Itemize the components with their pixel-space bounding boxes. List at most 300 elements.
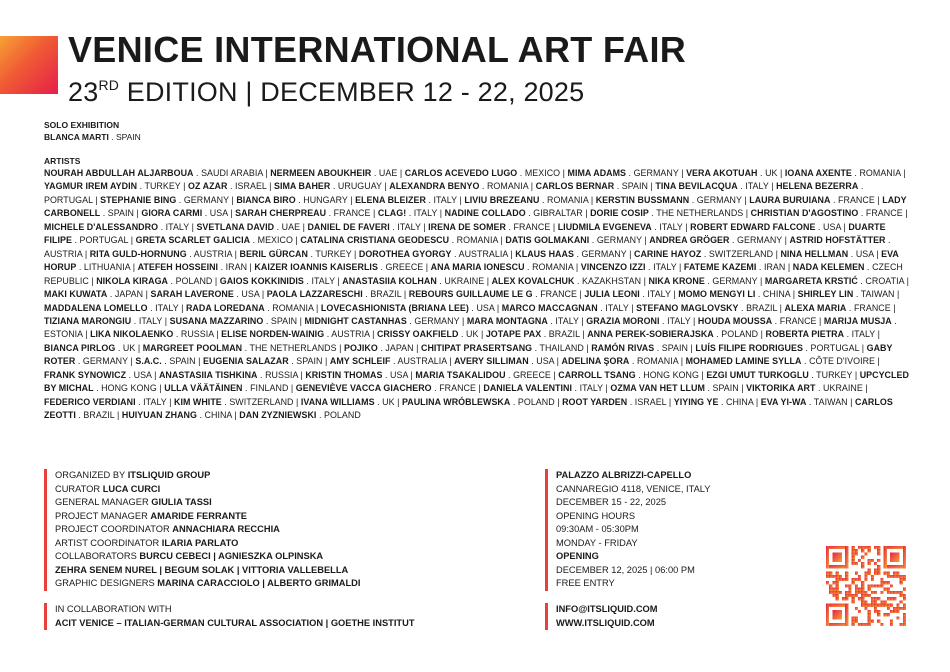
artist-country: AUSTRALIA bbox=[458, 248, 508, 259]
artist-name: IRENA DE SOMER bbox=[428, 221, 506, 232]
artist-country: LITHUANIA bbox=[83, 262, 131, 273]
artist-country: FRANCE bbox=[513, 221, 551, 232]
artist-entry: DAN ZYZNIEWSKI . POLAND bbox=[239, 410, 361, 421]
website-link[interactable]: WWW.ITSLIQUID.COM bbox=[556, 617, 655, 628]
artist-country: USA bbox=[241, 289, 260, 300]
artist-entry: ANNA PEREK-SOBIERAJSKA . POLAND bbox=[587, 329, 759, 340]
artist-country: ITALY bbox=[605, 302, 629, 313]
artist-name: CARLOS ACEVEDO LUGO bbox=[404, 168, 518, 178]
artist-country: USA bbox=[390, 369, 408, 380]
artist-entry: DANIEL DE FAVERI . ITALY bbox=[307, 221, 421, 232]
artist-entry: EVA YI-WA . TAIWAN bbox=[760, 396, 848, 407]
artist-entry: STEPHANIE BING . GERMANY bbox=[100, 194, 229, 205]
artist-name: AVERY SILLIMAN bbox=[454, 356, 529, 367]
edition-subtitle bbox=[68, 68, 584, 109]
artist-country: UKRAINE bbox=[444, 275, 485, 286]
artist-name: CARLOS BERNAR bbox=[535, 181, 615, 192]
artist-entry: MOMO MENGYI LI . CHINA bbox=[678, 289, 791, 300]
artist-entry: KLAUS HAAS . GERMANY bbox=[515, 248, 627, 259]
artist-country: ROMANIA bbox=[486, 181, 529, 192]
artist-entry: MARA MONTAGNA . ITALY bbox=[466, 315, 579, 326]
artist-entry: KERSTIN BUSSMANN . GERMANY bbox=[595, 194, 742, 205]
collaboration-partners: ACIT VENICE – ITALIAN-GERMAN CULTURAL ASSOCIATION | GOETHE INSTITUT bbox=[55, 617, 415, 628]
artist-entry: BIANCA PIRLOG . UK bbox=[44, 342, 136, 353]
artist-country: THE NETHERLANDS bbox=[249, 342, 337, 353]
artist-entry: PAULINA WRÓBLEWSKA . POLAND bbox=[401, 396, 555, 407]
artist-entry: EZGI UMUT TURKOGLU . TURKEY bbox=[706, 369, 853, 380]
solo-artist: BLANCA MARTI . SPAIN bbox=[44, 132, 141, 142]
artist-name: BIANCA BIRO bbox=[236, 194, 296, 205]
artist-name: DATIS GOLMAKANI bbox=[505, 235, 590, 246]
artist-name: EUGENIA SALAZAR bbox=[202, 356, 289, 367]
artist-country: URUGUAY bbox=[337, 181, 382, 192]
artist-country: USA bbox=[476, 302, 495, 313]
artist-entry: NIKOLA KIRAGA . POLAND bbox=[96, 275, 213, 286]
artist-country: GREECE bbox=[385, 262, 424, 273]
artist-entry: BERIL GÜRCAN . TURKEY bbox=[239, 248, 352, 259]
artist-name: MAKI KUWATA bbox=[44, 289, 108, 300]
artist-name: ANA MARIA IONESCU bbox=[430, 262, 525, 273]
artist-country: BRAZIL bbox=[83, 410, 115, 421]
artist-entry: MARCO MACCAGNAN . ITALY bbox=[501, 302, 629, 313]
artist-country: ROMANIA bbox=[532, 262, 574, 273]
artist-entry: POJIKO . JAPAN bbox=[343, 342, 414, 353]
artist-name: NIKOLA KIRAGA bbox=[96, 275, 168, 286]
artist-country: POLAND bbox=[323, 410, 361, 421]
artist-entry: NOURAH ABDULLAH ALJARBOUA . SAUDI ARABIA bbox=[44, 168, 263, 178]
artist-country: ITALY bbox=[433, 194, 457, 205]
artist-entry: PAOLA LAZZARESCHI . BRAZIL bbox=[266, 289, 402, 300]
artist-entry: FRANK SYNOWICZ . USA bbox=[44, 369, 152, 380]
artist-entry: EUGENIA SALAZAR . SPAIN bbox=[202, 356, 323, 367]
artist-entry: LOVECASHIONISTA (BRIANA LEE) . USA bbox=[320, 302, 495, 313]
artist-country: THAILAND bbox=[539, 342, 584, 353]
artist-name: LIUDMILA EVGENEVA bbox=[557, 221, 652, 232]
artist-country: ISRAEL bbox=[235, 181, 267, 192]
artist-entry: JULIA LEONI . ITALY bbox=[584, 289, 671, 300]
curator-line: CURATOR LUCA CURCI bbox=[55, 483, 161, 494]
artist-entry: SARAH CHERPREAU . FRANCE bbox=[235, 208, 371, 219]
artist-entry: CHITIPAT PRASERTSANG . THAILAND bbox=[420, 342, 584, 353]
artist-name: FATEME KAZEMI bbox=[683, 262, 757, 273]
artist-country: ITALY bbox=[653, 262, 677, 273]
artist-entry: LIKA NIKOLAENKO . RUSSIA bbox=[90, 329, 214, 340]
artist-entry: ULLA VÄÄTÄINEN . FINLAND bbox=[164, 383, 289, 394]
artist-country: UK bbox=[382, 396, 395, 407]
artist-entry: RITA GULD-HORNUNG . AUSTRIA bbox=[89, 248, 233, 259]
artist-entry: ROOT YARDEN . ISRAEL bbox=[562, 396, 667, 407]
artist-name: FRANK SYNOWICZ bbox=[44, 369, 127, 380]
solo-artist-country: SPAIN bbox=[115, 132, 141, 142]
artist-country: USA bbox=[855, 248, 874, 259]
artist-name: NERMEEN ABOUKHEIR bbox=[270, 168, 372, 178]
artist-entry: NERMEEN ABOUKHEIR . UAE bbox=[270, 168, 398, 178]
artist-name: RITA GULD-HORNUNG bbox=[89, 248, 187, 259]
artist-name: UPCYCLED BY MICHAL bbox=[44, 369, 909, 394]
artist-name: ELENA BLEIZER bbox=[355, 194, 426, 205]
artist-entry: VINCENZO IZZI . ITALY bbox=[580, 262, 677, 273]
artist-country: ITALY bbox=[413, 208, 438, 219]
artist-country: HONG KONG bbox=[101, 383, 157, 394]
artist-country: UAE bbox=[378, 168, 398, 178]
artist-name: CARLOS ZEOTTI bbox=[44, 396, 893, 421]
artist-entry: IOANA AXENTE . ROMANIA bbox=[784, 168, 901, 178]
artist-entry: GENEVIÈVE VACCA GIACHERO . FRANCE bbox=[295, 383, 476, 394]
artist-country: GERMANY bbox=[633, 168, 679, 178]
artist-name: ANDREA GRÖGER bbox=[649, 235, 730, 246]
artist-country: SWITZERLAND bbox=[708, 248, 774, 259]
artist-entry: TINA BEVILACQUA . ITALY bbox=[655, 181, 769, 192]
artist-name: YIYING YE bbox=[673, 396, 719, 407]
artist-entry: DORIE COSIP . THE NETHERLANDS bbox=[590, 208, 744, 219]
artist-country: ROMANIA bbox=[636, 356, 679, 367]
artist-entry: SVETLANA DAVID . UAE bbox=[196, 221, 301, 232]
artist-country: POLAND bbox=[721, 329, 759, 340]
artist-entry: HUIYUAN ZHANG . CHINA bbox=[121, 410, 232, 421]
artist-country: TURKEY bbox=[144, 181, 181, 192]
artist-entry: HOUDA MOUSSA . FRANCE bbox=[697, 315, 817, 326]
artist-name: ELISE NORDEN-WAINIG bbox=[221, 329, 325, 340]
artist-entry: VERA AKOTUAH . UK bbox=[686, 168, 778, 178]
artist-name: POJIKO bbox=[343, 342, 378, 353]
artist-entry: DANIELA VALENTINI . ITALY bbox=[483, 383, 603, 394]
artist-name: ROBERT EDWARD FALCONE bbox=[690, 221, 816, 232]
artist-name: STEFANO MAGLOVSKY bbox=[636, 302, 739, 313]
edition-number: 23 bbox=[68, 77, 99, 107]
artist-name: NOURAH ABDULLAH ALJARBOUA bbox=[44, 168, 194, 178]
artist-country: ITALY bbox=[659, 221, 683, 232]
artist-name: VERA AKOTUAH bbox=[686, 168, 758, 178]
artist-entry: ANASTASIIA TISHKINA . RUSSIA bbox=[158, 369, 298, 380]
artist-name: CHRISTIAN D'AGOSTINO bbox=[750, 208, 859, 219]
artist-entry: MARGARETA KRSTIĆ . CROATIA bbox=[764, 275, 905, 286]
artist-country: ITALY bbox=[138, 315, 163, 326]
artist-entry: IRENA DE SOMER . FRANCE bbox=[428, 221, 551, 232]
artist-name: NIKA KRONE bbox=[648, 275, 705, 286]
collaboration-label: IN COLLABORATION WITH bbox=[55, 604, 172, 614]
artist-entry: VIKTORIKA ART . UKRAINE bbox=[746, 383, 863, 394]
artist-name: KRISTIN THOMAS bbox=[305, 369, 383, 380]
artist-name: MARIA TSAKALIDOU bbox=[415, 369, 506, 380]
solo-exhibition-label: SOLO EXHIBITION bbox=[44, 120, 120, 130]
artist-entry: GRETA SCARLET GALICIA . MEXICO bbox=[135, 235, 293, 246]
edition-ordinal: RD bbox=[98, 77, 120, 93]
entry-info: FREE ENTRY bbox=[556, 578, 615, 588]
artist-country: ITALY bbox=[851, 329, 876, 340]
artist-country: BRAZIL bbox=[746, 302, 778, 313]
artist-entry: HELENA BEZERRA . PORTUGAL bbox=[44, 181, 864, 205]
artist-country: ISRAEL bbox=[634, 396, 667, 407]
artist-country: GIBRALTAR bbox=[533, 208, 583, 219]
artist-entry: GAIOS KOKKINIDIS . ITALY bbox=[219, 275, 335, 286]
artist-country: AUSTRALIA bbox=[397, 356, 447, 367]
artist-name: CRISSY OAKFIELD bbox=[376, 329, 459, 340]
organization-block bbox=[44, 469, 515, 591]
artist-country: GERMANY bbox=[183, 194, 229, 205]
artist-name: KERSTIN BUSSMANN bbox=[595, 194, 690, 205]
artist-name: LIVIU BREZEANU bbox=[464, 194, 540, 205]
artist-entry: NADINE COLLADO . GIBRALTAR bbox=[444, 208, 583, 219]
artist-country: TURKEY bbox=[816, 369, 853, 380]
artist-entry: ROBERTA PIETRA . ITALY bbox=[765, 329, 876, 340]
artist-entry: CARLOS ZEOTTI . BRAZIL bbox=[44, 396, 893, 421]
artist-name: KLAUS HAAS bbox=[515, 248, 574, 259]
artist-entry: YAGMUR IREM AYDIN . TURKEY bbox=[44, 181, 181, 192]
artist-country: AUSTRIA bbox=[193, 248, 233, 259]
venue-block bbox=[545, 469, 816, 591]
artist-name: ALEX KOVALCHUK bbox=[491, 275, 575, 286]
artist-country: ITALY bbox=[745, 181, 769, 192]
artist-entry: ROBERT EDWARD FALCONE . USA bbox=[690, 221, 841, 232]
artist-country: IRAN bbox=[225, 262, 248, 273]
edition-dates: EDITION | DECEMBER 12 - 22, 2025 bbox=[119, 77, 585, 107]
artist-name: ATEFEH HOSSEINI bbox=[137, 262, 219, 273]
graphic-designers-line: GRAPHIC DESIGNERS MARINA CARACCIOLO | ALBERTO GRIMALDI bbox=[55, 578, 361, 588]
artist-country: SPAIN bbox=[712, 383, 739, 394]
artist-country: ROMANIA bbox=[456, 235, 498, 246]
artist-name: SHIRLEY LIN bbox=[797, 289, 854, 300]
artist-name: CARROLL TSANG bbox=[558, 369, 636, 380]
artist-country: UK bbox=[122, 342, 136, 353]
artist-name: JULIA LEONI bbox=[584, 289, 640, 300]
artist-entry: FEDERICO VERDIANI . ITALY bbox=[44, 396, 167, 407]
artist-name: IOANA AXENTE bbox=[784, 168, 852, 178]
artist-entry: MARGREET POOLMAN . THE NETHERLANDS bbox=[142, 342, 337, 353]
artist-name: DAN ZYZNIEWSKI bbox=[239, 410, 317, 421]
artist-entry: CHRISTIAN D'AGOSTINO . FRANCE bbox=[750, 208, 903, 219]
artist-name: NINA HELLMAN bbox=[780, 248, 849, 259]
artist-name: GRAZIA MORONI bbox=[586, 315, 660, 326]
artist-country: SPAIN bbox=[661, 342, 688, 353]
artist-name: MARA MONTAGNA bbox=[466, 315, 548, 326]
artist-name: MARGREET POOLMAN bbox=[142, 342, 243, 353]
organized-by-line: ORGANIZED BY ITSLIQUID GROUP bbox=[55, 470, 211, 480]
email-link[interactable]: INFO@ITSLIQUID.COM bbox=[556, 604, 658, 614]
artist-country: USA bbox=[133, 369, 152, 380]
artist-name: NADA KELEMEN bbox=[792, 262, 865, 273]
artist-name: LADY CARBONELL bbox=[44, 194, 907, 219]
artist-country: SWITZERLAND bbox=[229, 396, 294, 407]
artist-entry: AVERY SILLIMAN . USA bbox=[454, 356, 555, 367]
artist-name: YAGMUR IREM AYDIN bbox=[44, 181, 138, 192]
artist-coordinator-line: ARTIST COORDINATOR ILARIA PARLATO bbox=[55, 537, 239, 548]
artist-name: SVETLANA DAVID bbox=[196, 221, 275, 232]
artist-name: IVANA WILLIAMS bbox=[300, 396, 375, 407]
artist-country: POLAND bbox=[517, 396, 555, 407]
artist-country: UK bbox=[765, 168, 778, 178]
artist-country: GERMANY bbox=[596, 235, 642, 246]
collaboration-block bbox=[44, 603, 515, 630]
opening-hours: 09:30AM - 05:30PM bbox=[556, 524, 639, 534]
artist-entry: OZ AZAR . ISRAEL bbox=[188, 181, 267, 192]
artist-entry: MARIA TSAKALIDOU . GREECE bbox=[415, 369, 551, 380]
artist-name: ASTRID HOFSTÄTTER bbox=[789, 235, 886, 246]
artist-country: UAE bbox=[281, 221, 301, 232]
itsliquid-logo-square bbox=[0, 36, 58, 94]
artist-entry: NINA HELLMAN . USA bbox=[780, 248, 874, 259]
artist-country: MEXICO bbox=[257, 235, 293, 246]
artist-entry: LIVIU BREZEANU . ROMANIA bbox=[464, 194, 589, 205]
artist-name: TINA BEVILACQUA bbox=[655, 181, 738, 192]
artist-name: DANIELA VALENTINI bbox=[483, 383, 572, 394]
artist-country: JAPAN bbox=[385, 342, 414, 353]
artist-country: FINLAND bbox=[250, 383, 289, 394]
artist-entry: CARLOS BERNAR . SPAIN bbox=[535, 181, 648, 192]
artist-country: FRANCE bbox=[865, 208, 903, 219]
artist-country: SPAIN bbox=[296, 356, 323, 367]
artist-country: ITALY bbox=[397, 221, 421, 232]
artist-country: ITALY bbox=[647, 289, 671, 300]
artist-name: EVA YI-WA bbox=[760, 396, 807, 407]
artist-entry: JOTAPE PAX . BRAZIL bbox=[485, 329, 580, 340]
artist-entry: KAIZER IOANNIS KAISERLIS . GREECE bbox=[254, 262, 424, 273]
artist-country: AUSTRIA bbox=[44, 248, 83, 259]
artist-country: PORTUGAL bbox=[810, 342, 860, 353]
artist-entry: ATEFEH HOSSEINI . IRAN bbox=[137, 262, 248, 273]
fair-title: VENICE INTERNATIONAL ART FAIR bbox=[68, 29, 687, 70]
artist-country: ITALY bbox=[555, 315, 579, 326]
artist-country: PORTUGAL bbox=[44, 194, 93, 205]
artist-name: MIMA ADAMS bbox=[567, 168, 627, 178]
artist-entry: EVA HORUP . LITHUANIA bbox=[44, 248, 899, 273]
artist-name: GAIOS KOKKINIDIS bbox=[219, 275, 304, 286]
artist-country: SPAIN bbox=[169, 356, 196, 367]
artist-name: BERIL GÜRCAN bbox=[239, 248, 308, 259]
artist-country: UK bbox=[465, 329, 479, 340]
artist-name: RAMÓN RIVAS bbox=[591, 342, 655, 353]
artist-entry: BIANCA BIRO . HUNGARY bbox=[236, 194, 348, 205]
artists-list: NOURAH ABDULLAH ALJARBOUA . SAUDI ARABIA | NERMEEN ABOUKHEIR . UAE | CARLOS ACEVEDO LUGO . MEXICO | MIMA ADAMS . GERMANY | VERA AKOTUAH . UK | IOANA AXENTE . ROMANIA | YAGMUR IREM AYDIN . TURKEY | OZ AZAR . ISRAEL | SIMA BAHER . URUGUAY | ALEXANDRA BENYO . ROMANIA | CARLOS BERNAR . SPAIN | TINA BEVILACQUA . ITALY | HELENA BEZERRA . PORTUGAL | STEPHANIE BING . GERMANY | BIANCA BIRO . HUNGARY | ELENA BLEIZER . ITALY | LIVIU BREZEANU . ROMANIA | KERSTIN BUSSMANN . GERMANY | LAURA BURUIANA . FRANCE | LADY CARBONELL . SPAIN | GIORA CARMI . USA | SARAH CHERPREAU . FRANCE | CLAG! . ITALY | NADINE COLLADO . GIBRALTAR | DORIE COSIP . THE NETHERLANDS | CHRISTIAN D'AGOSTINO . FRANCE | MICHELE D'ALESSANDRO . ITALY | SVETLANA DAVID . UAE | DANIEL DE FAVERI . ITALY | IRENA DE SOMER . FRANCE | LIUDMILA EVGENEVA . ITALY | ROBERT EDWARD FALCONE . USA | DUARTE FILIPE . PORTUGAL | GRETA SCARLET GALICIA . MEXICO | CATALINA CRISTIANA GEODESCU . ROMANIA | DATIS GOLMAKANI . GERMANY | ANDREA GRÖGER . GERMANY | ASTRID HOFSTÄTTER . AUSTRIA | RITA GULD-HORNUNG . AUSTRIA | BERIL GÜRCAN . TURKEY | DOROTHEA GYORGY . AUSTRALIA | KLAUS HAAS . GERMANY | CARINE HAYOZ . SWITZERLAND | NINA HELLMAN . USA | EVA HORUP . LITHUANIA | ATEFEH HOSSEINI . IRAN | KAIZER IOANNIS KAISERLIS . GREECE | ANA MARIA IONESCU . ROMANIA | VINCENZO IZZI . ITALY | FATEME KAZEMI . IRAN | NADA KELEMEN . CZECH REPUBLIC | NIKOLA KIRAGA . POLAND | GAIOS KOKKINIDIS . ITALY | ANASTASIIA KOLHAN . UKRAINE | ALEX KOVALCHUK . KAZAKHSTAN | NIKA KRONE . GERMANY | MARGARETA KRSTIĆ . CROATIA | MAKI KUWATA . JAPAN | SARAH LAVERONE . USA | PAOLA LAZZARESCHI . BRAZIL | REBOURS GUILLAUME LE G . FRANCE | JULIA LEONI . ITALY | MOMO MENGYI LI . CHINA | SHIRLEY LIN . TAIWAN | MADDALENA LOMELLO . ITALY | RADA LOREDANA . ROMANIA | LOVECASHIONISTA (BRIANA LEE) . USA | MARCO MACCAGNAN . ITALY | STEFANO MAGLOVSKY . BRAZIL | ALEXA MARIA . FRANCE | TIZIANA MARONGIU . ITALY | SUSANA MAZZARINO . SPAIN | MIDNIGHT CASTANHAS . GERMANY | MARA MONTAGNA . ITALY | GRAZIA MORONI . ITALY | HOUDA MOUSSA . FRANCE | MARIJA MUSJA . ESTONIA | LIKA NIKOLAENKO . RUSSIA | ELISE NORDEN-WAINIG . AUSTRIA | CRISSY OAKFIELD . UK | JOTAPE PAX . BRAZIL | ANNA PEREK-SOBIERAJSKA . POLAND | ROBERTA PIETRA . ITALY | BIANCA PIRLOG . UK | MARGREET POOLMAN . THE NETHERLANDS | POJIKO . JAPAN | CHITIPAT PRASERTSANG . THAILAND | RAMÓN RIVAS . SPAIN | LUÍS FILIPE RODRIGUES . PORTUGAL | GABY ROTER . GERMANY | S.A.C. . SPAIN | EUGENIA SALAZAR . SPAIN | AMY SCHLEIF . AUSTRALIA | AVERY SILLIMAN . USA | ADELINA ŞORA . ROMANIA | MOHAMED LAMINE SYLLA . CÔTE D'IVOIRE | FRANK SYNOWICZ . USA | ANASTASIIA TISHKINA . RUSSIA | KRISTIN THOMAS . USA | MARIA TSAKALIDOU . GREECE | CARROLL TSANG . HONG KONG | EZGI UMUT TURKOGLU . TURKEY | UPCYCLED BY MICHAL . HONG KONG | ULLA VÄÄTÄINEN . FINLAND | GENEVIÈVE VACCA GIACHERO . FRANCE | DANIELA VALENTINI . ITALY | OZMA VAN HET LLUM . SPAIN | VIKTORIKA ART . UKRAINE | FEDERICO VERDIANI . ITALY | KIM WHITE . SWITZERLAND | IVANA WILLIAMS . UK | PAULINA WRÓBLEWSKA . POLAND | ROOT YARDEN . ISRAEL | YIYING YE . CHINA | EVA YI-WA . TAIWAN | CARLOS ZEOTTI . BRAZIL | HUIYUAN ZHANG . CHINA | DAN ZYZNIEWSKI . POLAND bbox=[44, 168, 909, 421]
artist-entry: DOROTHEA GYORGY . AUSTRALIA bbox=[358, 248, 508, 259]
artist-country: ITALY bbox=[165, 221, 190, 232]
artist-country: POLAND bbox=[175, 275, 213, 286]
artist-name: CLAG! bbox=[377, 208, 407, 219]
artist-country: GERMANY bbox=[82, 356, 128, 367]
artist-country: MEXICO bbox=[524, 168, 561, 178]
artist-name: MICHELE D'ALESSANDRO bbox=[44, 221, 159, 232]
artist-entry: YIYING YE . CHINA bbox=[673, 396, 754, 407]
artist-name: DANIEL DE FAVERI bbox=[307, 221, 390, 232]
artist-name: RADA LOREDANA bbox=[185, 302, 265, 313]
collaborators-line-2: ZEHRA SENEM NUREL | BEGUM SOLAK | VITTORIA VALLEBELLA bbox=[55, 564, 349, 575]
artist-name: MIDNIGHT CASTANHAS bbox=[304, 315, 407, 326]
artist-entry: DATIS GOLMAKANI . GERMANY bbox=[505, 235, 642, 246]
artist-name: TIZIANA MARONGIU bbox=[44, 315, 132, 326]
artist-country: RUSSIA bbox=[265, 369, 298, 380]
artist-name: ROBERTA PIETRA bbox=[765, 329, 845, 340]
artist-country: FRANCE bbox=[333, 208, 371, 219]
artist-entry: LADY CARBONELL . SPAIN bbox=[44, 194, 907, 219]
artist-country: TAIWAN bbox=[860, 289, 895, 300]
artist-country: THE NETHERLANDS bbox=[656, 208, 744, 219]
venue-address: CANNAREGIO 4118, VENICE, ITALY bbox=[556, 483, 711, 494]
artist-country: SAUDI ARABIA bbox=[201, 168, 263, 178]
artists-label: ARTISTS bbox=[44, 156, 81, 166]
artist-name: CARINE HAYOZ bbox=[633, 248, 702, 259]
artist-entry: MIMA ADAMS . GERMANY bbox=[567, 168, 679, 178]
artist-entry: CLAG! . ITALY bbox=[377, 208, 438, 219]
artist-entry: GABY ROTER . GERMANY bbox=[44, 342, 893, 367]
artist-name: EVA HORUP bbox=[44, 248, 899, 273]
opening-days: MONDAY - FRIDAY bbox=[556, 537, 638, 548]
contact-block bbox=[545, 603, 816, 630]
artist-entry: KIM WHITE . SWITZERLAND bbox=[173, 396, 294, 407]
artist-entry: KRISTIN THOMAS . USA bbox=[305, 369, 408, 380]
general-manager-line: GENERAL MANAGER GIULIA TASSI bbox=[55, 497, 212, 507]
artist-entry: ASTRID HOFSTÄTTER . AUSTRIA bbox=[44, 235, 891, 259]
artist-country: FRANCE bbox=[540, 289, 577, 300]
artist-country: CZECH REPUBLIC bbox=[44, 262, 903, 286]
artist-name: HOUDA MOUSSA bbox=[697, 315, 773, 326]
artist-entry: CATALINA CRISTIANA GEODESCU . ROMANIA bbox=[300, 235, 498, 246]
artist-name: DUARTE FILIPE bbox=[44, 221, 886, 246]
artist-country: GREECE bbox=[513, 369, 551, 380]
artist-entry: OZMA VAN HET LLUM . SPAIN bbox=[610, 383, 739, 394]
artist-name: OZ AZAR bbox=[188, 181, 228, 192]
venue-name: PALAZZO ALBRIZZI-CAPELLO bbox=[556, 470, 692, 480]
opening-hours-label: OPENING HOURS bbox=[556, 510, 636, 521]
artist-country: ESTONIA bbox=[44, 329, 83, 340]
artist-entry: MADDALENA LOMELLO . ITALY bbox=[44, 302, 179, 313]
artist-entry: CARINE HAYOZ . SWITZERLAND bbox=[633, 248, 774, 259]
artist-country: BRAZIL bbox=[548, 329, 580, 340]
artist-entry: MAKI KUWATA . JAPAN bbox=[44, 289, 144, 300]
artist-entry: ANDREA GRÖGER . GERMANY bbox=[649, 235, 783, 246]
artist-name: MARCO MACCAGNAN bbox=[501, 302, 598, 313]
artist-country: SPAIN bbox=[107, 208, 134, 219]
artist-country: FRANCE bbox=[439, 383, 476, 394]
artist-entry: MOHAMED LAMINE SYLLA . CÔTE D'IVOIRE bbox=[685, 356, 876, 367]
project-coordinator-line: PROJECT COORDINATOR ANNACHIARA RECCHIA bbox=[55, 524, 280, 534]
artist-country: FRANCE bbox=[779, 315, 817, 326]
artist-entry: ALEX KOVALCHUK . KAZAKHSTAN bbox=[491, 275, 642, 286]
artist-name: MOHAMED LAMINE SYLLA bbox=[685, 356, 802, 367]
artist-entry: ADELINA ŞORA . ROMANIA bbox=[561, 356, 679, 367]
artist-country: CHINA bbox=[762, 289, 791, 300]
artist-entry: GRAZIA MORONI . ITALY bbox=[586, 315, 691, 326]
artist-country: ITALY bbox=[311, 275, 335, 286]
artist-name: OZMA VAN HET LLUM bbox=[610, 383, 705, 394]
artist-country: JAPAN bbox=[114, 289, 144, 300]
artist-entry: MICHELE D'ALESSANDRO . ITALY bbox=[44, 221, 190, 232]
artist-country: FRANCE bbox=[838, 194, 875, 205]
artist-country: ITALY bbox=[155, 302, 179, 313]
artist-country: ITALY bbox=[579, 383, 603, 394]
artist-entry: NADA KELEMEN . CZECH REPUBLIC bbox=[44, 262, 903, 286]
artist-country: GERMANY bbox=[737, 235, 783, 246]
artist-country: ROMANIA bbox=[272, 302, 314, 313]
artist-country: RUSSIA bbox=[180, 329, 214, 340]
artist-entry: CARLOS ACEVEDO LUGO . MEXICO bbox=[404, 168, 561, 178]
artist-entry: CARROLL TSANG . HONG KONG bbox=[558, 369, 699, 380]
artist-country: ROMANIA bbox=[547, 194, 589, 205]
artist-name: NADINE COLLADO bbox=[444, 208, 526, 219]
artist-country: TAIWAN bbox=[813, 396, 848, 407]
artist-name: SARAH LAVERONE bbox=[150, 289, 234, 300]
artist-name: CHITIPAT PRASERTSANG bbox=[420, 342, 533, 353]
artist-entry: LAURA BURUIANA . FRANCE bbox=[749, 194, 875, 205]
artist-entry: FATEME KAZEMI . IRAN bbox=[683, 262, 786, 273]
artist-name: MARIJA MUSJA bbox=[823, 315, 892, 326]
artist-name: MADDALENA LOMELLO bbox=[44, 302, 148, 313]
artist-name: VIKTORIKA ART bbox=[746, 383, 816, 394]
qr-code-icon[interactable] bbox=[826, 546, 906, 626]
artist-entry: NIKA KRONE . GERMANY bbox=[648, 275, 758, 286]
artist-country: GERMANY bbox=[712, 275, 758, 286]
artist-entry: SIMA BAHER . URUGUAY bbox=[273, 181, 382, 192]
artist-entry: REBOURS GUILLAUME LE G . FRANCE bbox=[408, 289, 577, 300]
artist-name: HUIYUAN ZHANG bbox=[121, 410, 197, 421]
